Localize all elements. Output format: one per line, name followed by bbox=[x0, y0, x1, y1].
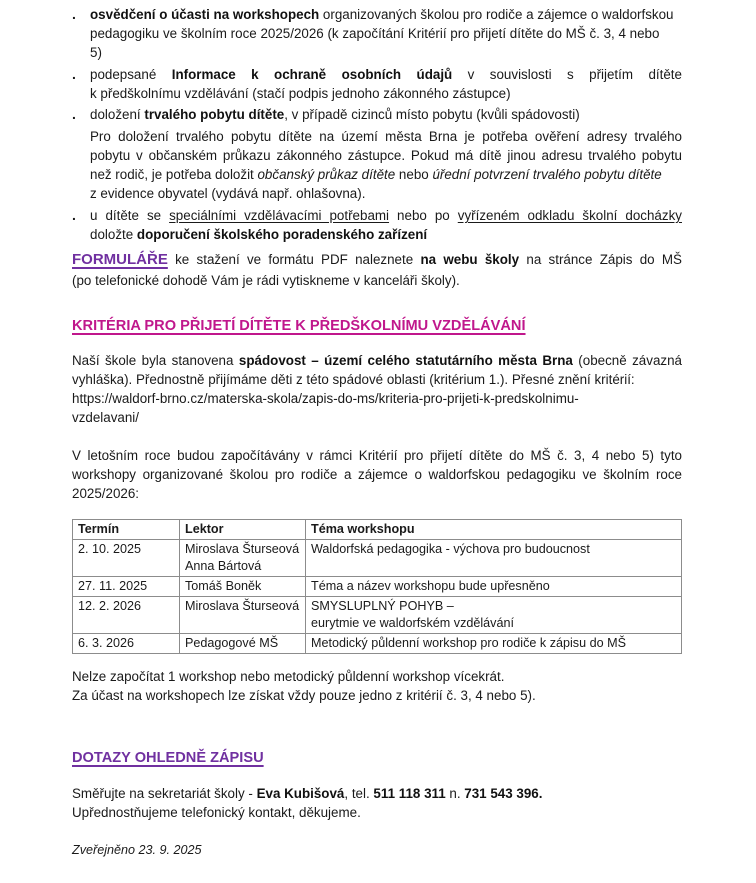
header-tema: Téma workshopu bbox=[306, 520, 682, 540]
kriteria-p2-line-3: 2025/2026: bbox=[72, 486, 140, 501]
kriteria-p1-line-2: vyhláška). Přednostně přijímáme děti z této spádové oblasti (kritérium 1.). Přesné znění kritérií: bbox=[72, 372, 635, 387]
tema-line: SMYSLUPLNÝ POHYB – bbox=[311, 599, 454, 613]
cell-date: 12. 2. 2026 bbox=[73, 597, 180, 634]
bullet-3-pre: doložení bbox=[90, 107, 145, 122]
kriteria-p1-line-1 bbox=[72, 352, 682, 369]
bullet-2-post: v souvislosti s přijetím dítěte bbox=[467, 67, 682, 82]
bullet-2-line-1 bbox=[90, 66, 682, 83]
bullet-4-pre: u dítěte se bbox=[90, 208, 162, 223]
bullet-2-line-2: k předškolnímu vzdělávání (stačí podpis jednoho zákonného zástupce) bbox=[90, 86, 511, 101]
bullet-4-line-1 bbox=[90, 207, 682, 224]
table-header-row bbox=[73, 520, 682, 540]
bullet-3-para-line-2: pobytu v občanském průkazu zákonného zástupce. Pokud má dítě jinou adresu trvalého pobytu bbox=[90, 148, 682, 163]
cell-tema: Waldorfská pedagogika - výchova pro budoucnost bbox=[306, 540, 682, 577]
dotazy-text: , tel. bbox=[344, 786, 374, 801]
kriteria-url-line-1[interactable]: https://waldorf-brno.cz/materska-skola/zapis-do-ms/kriteria-pro-prijeti-k-predskolnimu- bbox=[72, 391, 579, 406]
cell-tema: Téma a název workshopu bude upřesněno bbox=[306, 577, 682, 597]
bullet-1-line-3: 5) bbox=[90, 45, 102, 60]
bullet-3-bold: trvalého pobytu dítěte bbox=[144, 107, 285, 122]
cell-lektor: Tomáš Boněk bbox=[180, 577, 306, 597]
dotazy-line-1 bbox=[72, 785, 542, 802]
kriteria-p2-line-1: V letošním roce budou započítávány v rámci Kritérií pro přijetí dítěte do MŠ č. 3, 4 nebo 5) tyto bbox=[72, 448, 682, 463]
table-row bbox=[73, 597, 682, 634]
bullet-marker: . bbox=[72, 6, 76, 22]
phone-number-2[interactable]: 731 543 396. bbox=[464, 786, 543, 801]
table-row bbox=[73, 577, 682, 597]
kriteria-text: (obecně závazná bbox=[578, 353, 682, 368]
bullet-4-underlined-1: speciálními vzdělávacími potřebami bbox=[169, 208, 390, 223]
dotazy-text: Směřujte na sekretariát školy - bbox=[72, 786, 257, 801]
table-row bbox=[73, 540, 682, 577]
kriteria-heading: KRITÉRIA PRO PŘIJETÍ DÍTĚTE K PŘEDŠKOLNÍMU VZDĚLÁVÁNÍ bbox=[72, 318, 526, 334]
bullet-1-text: organizovaných školou pro rodiče a zájemce o waldorfskou bbox=[319, 7, 674, 22]
bullet-1-line-2: pedagogiku ve školním roce 2025/2026 (k započítání Kritérií pro přijetí dítěte do MŠ č. 3, 4 nebo bbox=[90, 26, 660, 41]
bullet-2-pre: podepsané bbox=[90, 67, 157, 82]
cell-lektor: Miroslava Šturseová bbox=[180, 597, 306, 634]
cell-tema bbox=[306, 597, 682, 634]
para-italic-2: úřední potvrzení trvalého pobytu dítěte bbox=[432, 167, 662, 182]
phone-number-1[interactable]: 511 118 311 bbox=[373, 786, 446, 801]
kriteria-p2-line-2: workshopy organizované školou pro rodiče a zájemce o waldorfskou pedagogiku ve školním roce bbox=[72, 467, 682, 482]
bullet-4-bold: doporučení školského poradenského zařízení bbox=[136, 227, 428, 242]
bullet-1-line-1 bbox=[90, 6, 674, 23]
contact-name: Eva Kubišová bbox=[256, 786, 345, 801]
bullet-4-line-2 bbox=[90, 226, 427, 243]
bullet-3-line-1 bbox=[90, 106, 580, 123]
lektor-name: Miroslava Šturseová bbox=[185, 542, 300, 556]
cell-date: 27. 11. 2025 bbox=[73, 577, 180, 597]
header-lektor: Lektor bbox=[180, 520, 306, 540]
bullet-4-mid: nebo po bbox=[397, 208, 450, 223]
tema-line: eurytmie ve waldorfském vzdělávání bbox=[311, 616, 514, 630]
cell-lektor bbox=[180, 540, 306, 577]
cell-date: 6. 3. 2026 bbox=[73, 634, 180, 654]
header-termin: Termín bbox=[73, 520, 180, 540]
lektor-name: Anna Bártová bbox=[185, 559, 262, 573]
bullet-marker: . bbox=[72, 66, 76, 82]
cell-lektor: Pedagogové MŠ bbox=[180, 634, 306, 654]
table-row bbox=[73, 634, 682, 654]
formulare-text-2: na stránce Zápis do MŠ bbox=[526, 252, 682, 267]
dotazy-heading: DOTAZY OHLEDNĚ ZÁPISU bbox=[72, 750, 264, 766]
formulare-bold: na webu školy bbox=[420, 252, 520, 267]
formulare-line-1 bbox=[72, 251, 682, 268]
kriteria-bold: spádovost – území celého statutárního města Brna bbox=[238, 353, 573, 368]
cell-date: 2. 10. 2025 bbox=[73, 540, 180, 577]
formulare-line-2: (po telefonické dohodě Vám je rádi vytiskneme v kanceláři školy). bbox=[72, 273, 460, 288]
bullet-1-bold: osvědčení o účasti na workshopech bbox=[90, 7, 320, 22]
para-text: než rodič, je potřeba doložit bbox=[90, 167, 258, 182]
bullet-4-underlined-2: vyřízeném odkladu školní docházky bbox=[457, 208, 682, 223]
cell-tema: Metodický půldenní workshop pro rodiče k zápisu do MŠ bbox=[306, 634, 682, 654]
bullet-3-para-line-3 bbox=[90, 166, 662, 183]
kriteria-text: Naší škole byla stanovena bbox=[72, 353, 234, 368]
formulare-text-1: ke stažení ve formátu PDF naleznete bbox=[175, 252, 414, 267]
bullet-marker: . bbox=[72, 106, 76, 122]
kriteria-url-line-2[interactable]: vzdelavani/ bbox=[72, 410, 139, 425]
bullet-4-line2-text: doložte bbox=[90, 227, 137, 242]
para-text: nebo bbox=[395, 167, 433, 182]
bullet-3-post: , v případě cizinců místo pobytu (kvůli spádovosti) bbox=[284, 107, 580, 122]
note-line-1: Nelze započítat 1 workshop nebo metodický půldenní workshop vícekrát. bbox=[72, 669, 505, 684]
formulare-heading: FORMULÁŘE bbox=[72, 251, 168, 268]
dotazy-text: n. bbox=[445, 786, 465, 801]
para-italic-1: občanský průkaz dítěte bbox=[257, 167, 396, 182]
dotazy-line-2: Upřednostňujeme telefonický kontakt, děkujeme. bbox=[72, 805, 361, 820]
bullet-3-para-line-1: Pro doložení trvalého pobytu dítěte na území města Brna je potřeba ověření adresy trvalého bbox=[90, 129, 682, 144]
published-date: Zveřejněno 23. 9. 2025 bbox=[72, 843, 202, 857]
note-line-2: Za účast na workshopech lze získat vždy pouze jedno z kritérií č. 3, 4 nebo 5). bbox=[72, 688, 536, 703]
workshop-table bbox=[72, 519, 682, 654]
bullet-2-bold: Informace k ochraně osobních údajů bbox=[171, 67, 453, 82]
bullet-3-para-line-4: z evidence obyvatel (vydává např. ohlašovna). bbox=[90, 186, 366, 201]
bullet-marker: . bbox=[72, 207, 76, 223]
